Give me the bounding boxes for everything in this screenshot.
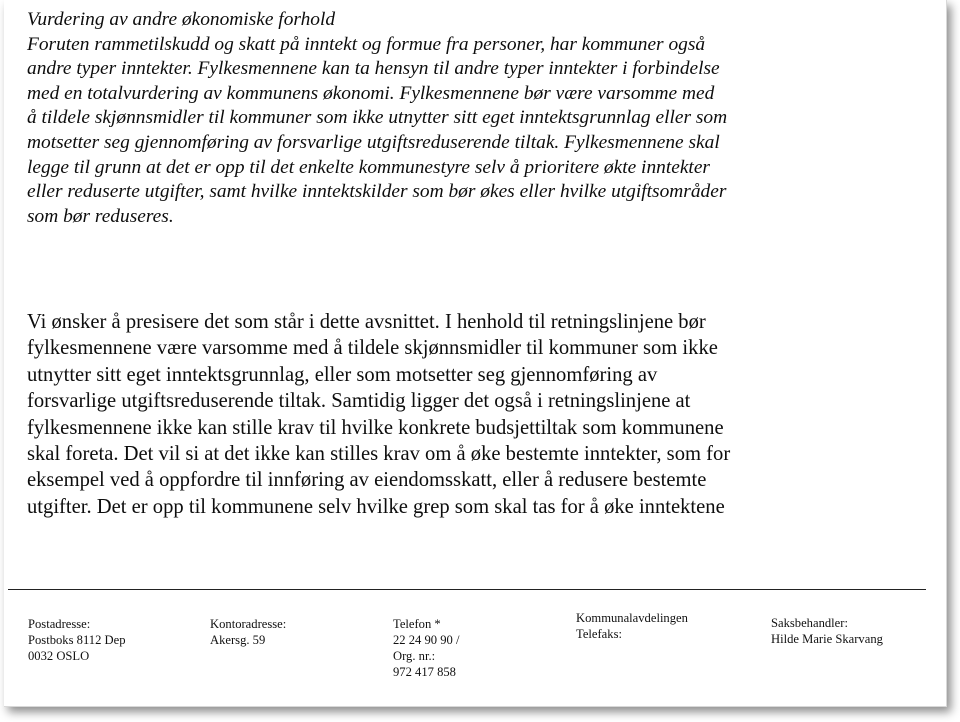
saksbehandler-line: Hilde Marie Skarvang: [771, 632, 883, 646]
body-line: forsvarlige utgiftsreduserende tiltak. Samtidig ligger det også i retningslinjene at: [27, 390, 691, 413]
saksbehandler-label: Saksbehandler:: [771, 616, 848, 630]
footer-saksbehandler: [771, 615, 883, 647]
footer-kontoradresse: [210, 616, 286, 648]
body-line: Vi ønsker å presisere det som står i dette avsnittet. I henhold til retningslinjene bør: [27, 311, 706, 333]
section-line: andre typer inntekter. Fylkesmennene kan ta hensyn til andre typer inntekter i forbindelse: [27, 58, 720, 80]
postadresse-label: Postadresse:: [28, 617, 91, 631]
section-line: legge til grunn at det er opp til det enkelte kommunestyre selv å prioritere økte inntekter: [27, 156, 710, 178]
document-page: [4, 0, 947, 707]
kontoradresse-line: Akersg. 59: [210, 633, 266, 647]
section-line: å tildele skjønnsmidler til kommuner som ikke utnytter sitt eget inntektsgrunnlag eller som: [27, 107, 728, 129]
footer-avdeling: [576, 610, 688, 642]
telefon-label: Telefon *: [393, 617, 441, 631]
body-paragraph: [27, 309, 927, 520]
postadresse-line: Postboks 8112 Dep: [28, 633, 126, 647]
telefon-line: 22 24 90 90 /: [393, 633, 460, 647]
section-heading: Vurdering av andre økonomiske forhold: [27, 9, 336, 30]
telefon-line: Org. nr.:: [393, 649, 436, 663]
telefon-line: 972 417 858: [393, 665, 456, 679]
body-line: eksempel ved å oppfordre til innføring av eiendomsskatt, eller å redusere bestemte: [27, 469, 707, 492]
body-line: skal foreta. Det vil si at det ikke kan stilles krav om å øke bestemte inntekter, som for: [27, 443, 731, 466]
section-line: Foruten rammetilskudd og skatt på inntekt og formue fra personer, har kommuner også: [27, 33, 706, 55]
body-line: fylkesmennene ikke kan stille krav til hvilke konkrete budsjettiltak som kommunene: [27, 416, 724, 439]
footer-postadresse: [28, 616, 126, 664]
body-line: fylkesmennene være varsomme med å tildele skjønnsmidler til kommuner som ikke: [27, 337, 718, 360]
section-line: som bør reduseres.: [27, 205, 174, 227]
section-assessment-text: [27, 8, 927, 229]
section-line: med en totalvurdering av kommunens økonomi. Fylkesmennene bør være varsomme med: [27, 82, 715, 104]
section-line: motsetter seg gjennomføring av forsvarlige utgiftsreduserende tiltak. Fylkesmennene skal: [27, 131, 720, 153]
footer-divider: [8, 589, 926, 590]
body-line: utnytter sitt eget inntektsgrunnlag, eller som motsetter seg gjennomføring av: [27, 363, 658, 386]
footer-telefon: [393, 616, 459, 680]
kontoradresse-label: Kontoradresse:: [210, 617, 287, 631]
body-line: utgifter. Det er opp til kommunene selv hvilke grep som skal tas for å øke inntektene: [27, 495, 725, 518]
section-line: eller reduserte utgifter, samt hvilke inntektskilder som bør økes eller hvilke utgiftsområder: [27, 181, 727, 203]
postadresse-line: 0032 OSLO: [28, 649, 90, 663]
avdeling-line: Telefaks:: [576, 627, 622, 641]
avdeling-label: Kommunalavdelingen: [576, 611, 688, 625]
